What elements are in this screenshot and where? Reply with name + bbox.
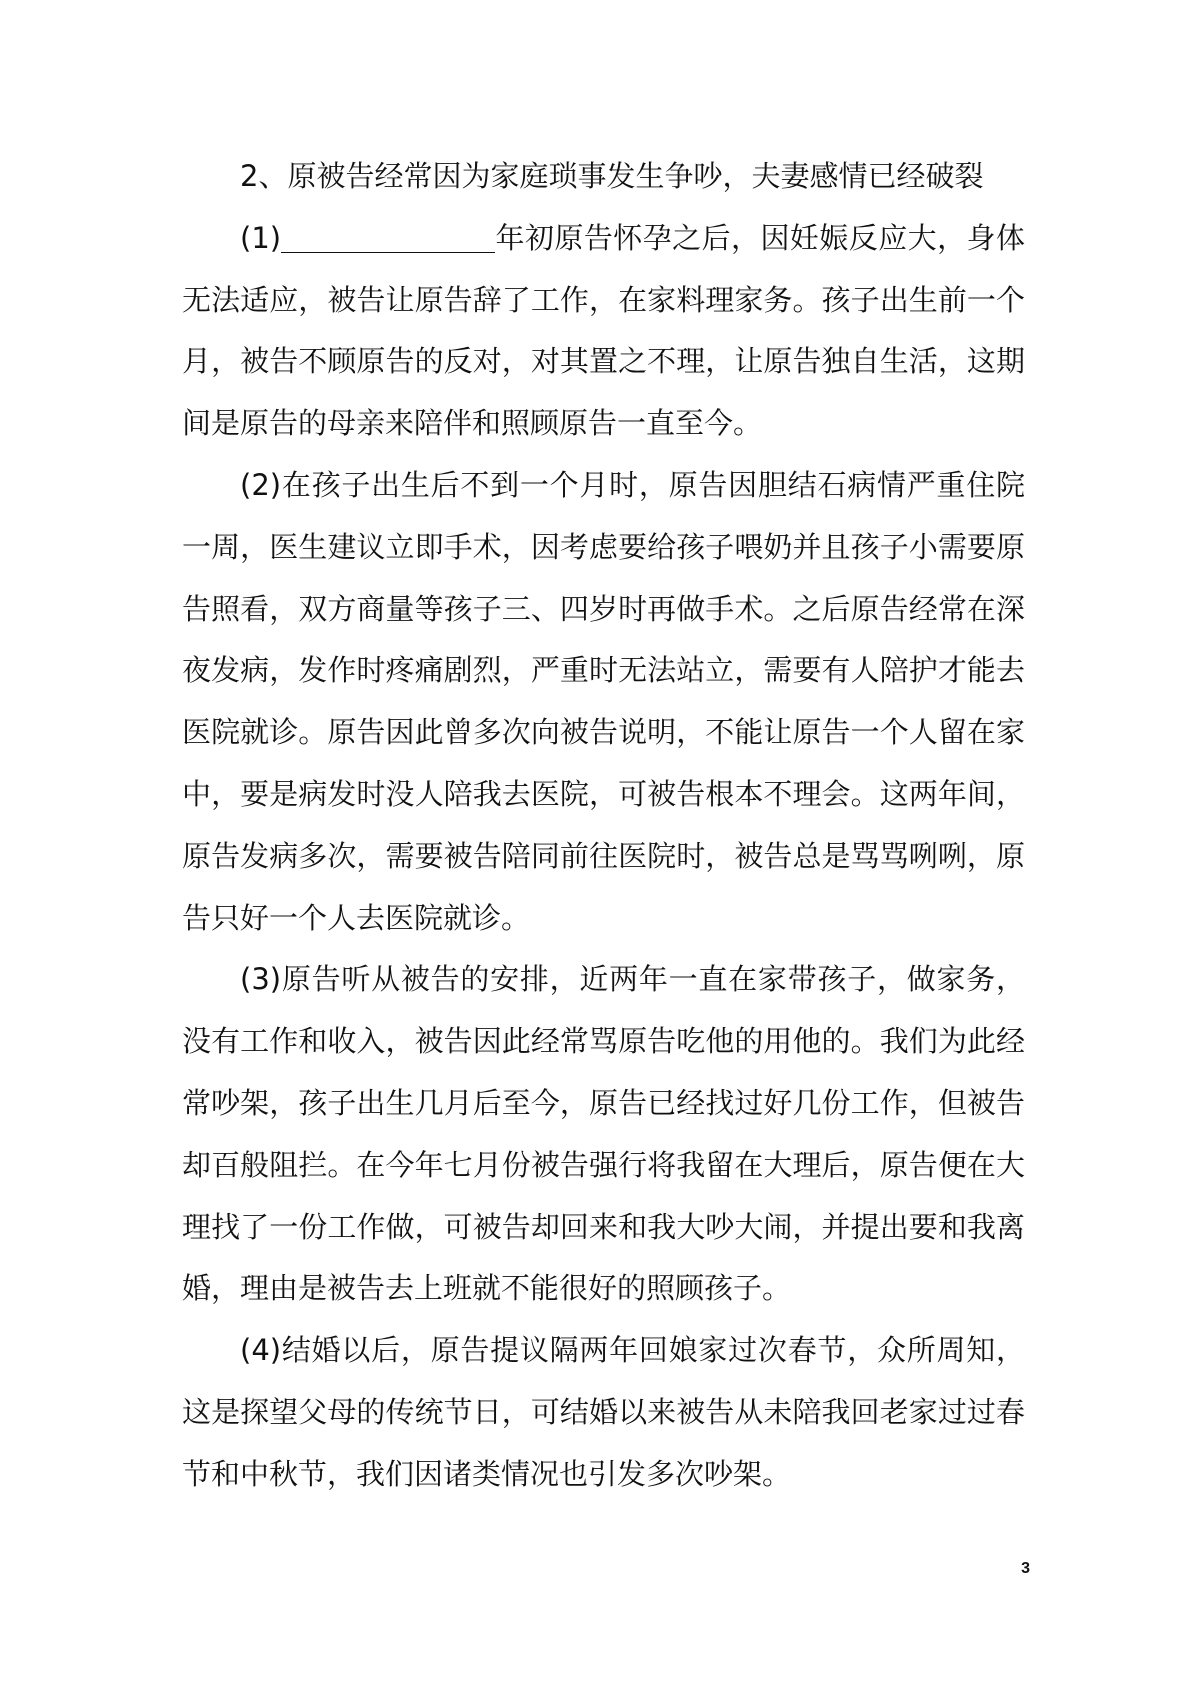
paragraph-item-4: (4)结婚以后，原告提议隔两年回娘家过次春节，众所周知，这是探望父母的传统节日，可结婚以来被告从未陪我回老家过过春节和中秋节，我们因诸类情况也引发多次吵架。 (182, 1333, 1025, 1491)
page-number: 3 (1021, 1560, 1030, 1577)
paragraph-item-3: (3)原告听从被告的安排，近两年一直在家带孩子，做家务，没有工作和收入，被告因此经常骂原告吃他的用他的。我们为此经常吵架，孩子出生几月后至今，原告已经找过好几份工作，但被告却百般阻拦。在今年七月份被告强行将我留在大理后，原告便在大理找了一份工作做，可被告却回来和我大吵大闹，并提出要和我离婚，理由是被告去上班就不能很好的照顾孩子。 (182, 962, 1025, 1306)
item-1-label: (1) (240, 220, 282, 255)
fill-in-blank-line (281, 251, 495, 253)
section-heading: 2、原被告经常因为家庭琐事发生争吵，夫妻感情已经破裂 (240, 159, 984, 193)
item-1-text: 年初原告怀孕之后，因妊娠反应大，身体无法适应，被告让原告辞了工作，在家料理家务。孩子出生前一个月，被告不顾原告的反对，对其置之不理，让原告独自生活，这期间是原告的母亲来陪伴和照顾原告一直至今。 (182, 220, 1025, 441)
document-body (182, 146, 1025, 1506)
paragraph-item-2: (2)在孩子出生后不到一个月时，原告因胆结石病情严重住院一周，医生建议立即手术，因考虑要给孩子喂奶并且孩子小需要原告照看，双方商量等孩子三、四岁时再做手术。之后原告经常在深夜发病，发作时疼痛剧烈，严重时无法站立，需要有人陪护才能去医院就诊。原告因此曾多次向被告说明，不能让原告一个人留在家中，要是病发时没人陪我去医院，可被告根本不理会。这两年间，原告发病多次，需要被告陪同前往医院时，被告总是骂骂咧咧，原告只好一个人去医院就诊。 (182, 467, 1025, 935)
paragraph-item-1 (182, 208, 1025, 455)
